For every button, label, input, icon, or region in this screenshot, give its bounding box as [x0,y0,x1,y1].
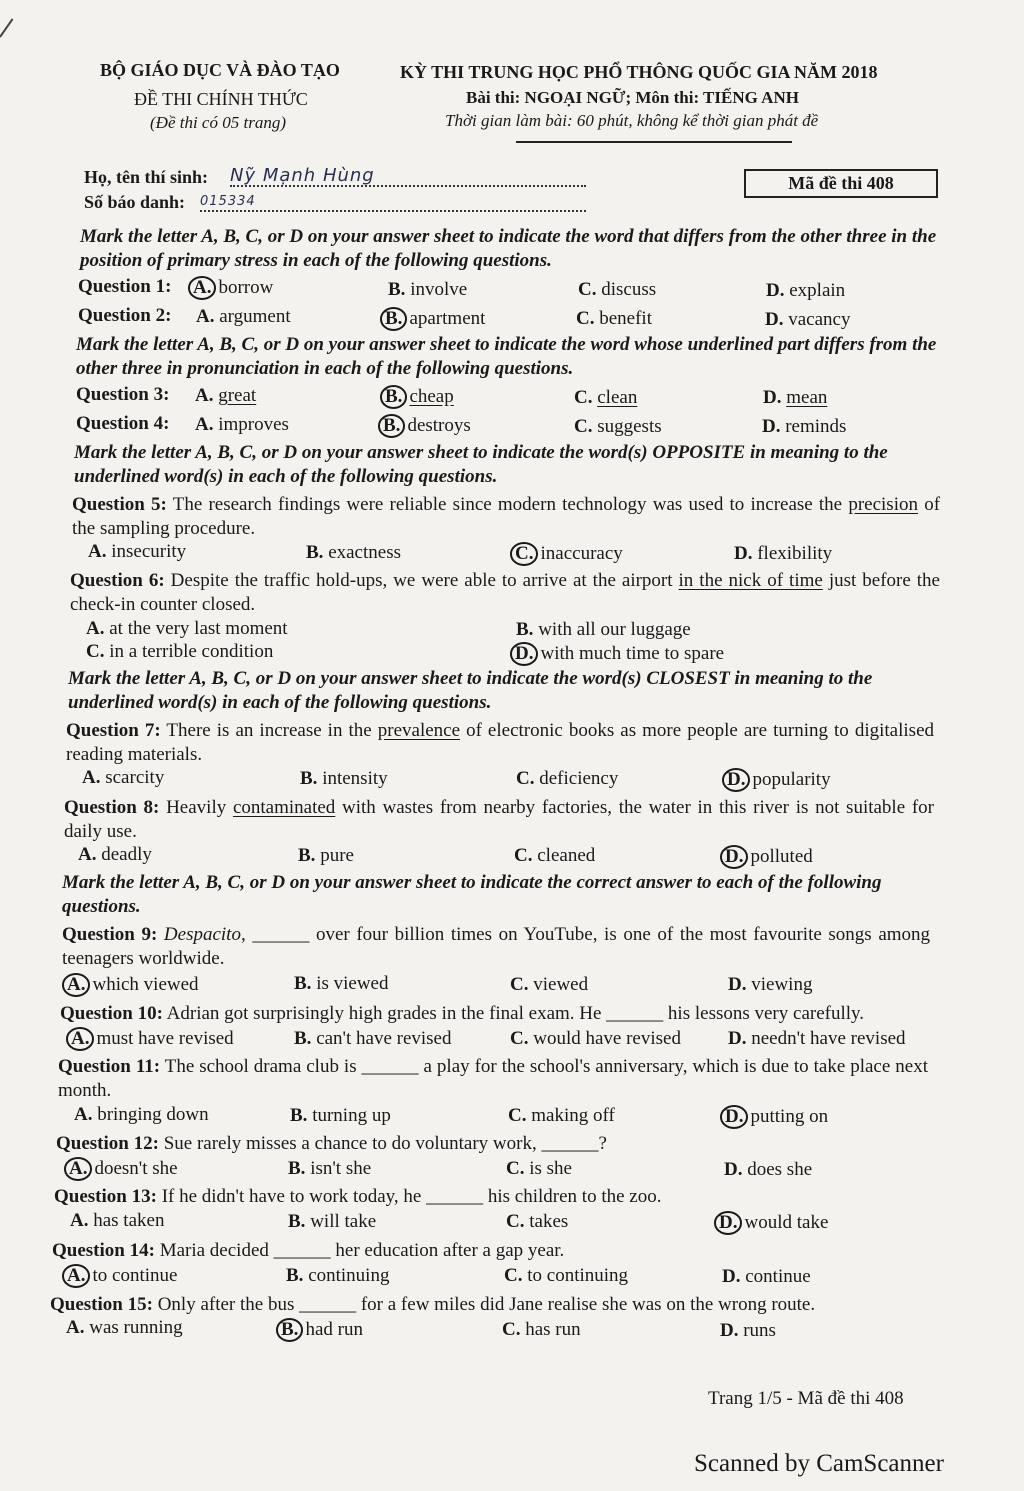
q9-option-b[interactable]: B. is viewed [294,973,389,994]
q14-option-c[interactable]: C. to continuing [504,1265,629,1286]
q9-option-c[interactable]: C. viewed [510,974,589,995]
q10-option-c[interactable]: C. would have revised [510,1028,681,1049]
q3-option-d[interactable]: D. mean [763,387,828,408]
q12-stem: Question 12: Sue rarely misses a chance to do voluntary work, ______? [56,1133,607,1154]
q1-option-d[interactable]: D. explain [766,280,846,301]
exam-time: Thời gian làm bài: 60 phút, không kể thời gian phát đề [445,111,819,130]
q15-option-d[interactable]: D. runs [720,1320,776,1341]
q3-option-a[interactable]: A. great [195,385,257,406]
q11-stem: Question 11: The school drama club is ______ a play for the school's anniversary, which is due to take place next month. [58,1056,928,1101]
q15-stem: Question 15: Only after the bus ______ for a few miles did Jane realise she was on the wrong route. [50,1294,816,1315]
q5-option-b[interactable]: B. exactness [306,542,401,563]
q4-option-a[interactable]: A. improves [195,414,289,435]
q11-option-c[interactable]: C. making off [508,1105,615,1126]
q5-option-a[interactable]: A. insecurity [88,541,187,562]
instruction-correct: Mark the letter A, B, C, or D on your answer sheet to indicate the correct answer to each of the following questions. [62,872,882,917]
q13-option-d[interactable]: D. would take [714,1211,828,1235]
q10-option-d[interactable]: D. needn't have revised [728,1028,906,1049]
q14-option-a[interactable]: A. to continue [62,1264,177,1288]
page-footer: Trang 1/5 - Mã đề thi 408 [708,1388,904,1409]
q2-option-a[interactable]: A. argument [196,306,291,327]
scanner-watermark: Scanned by CamScanner [694,1450,944,1477]
q12-option-a[interactable]: A. doesn't she [64,1157,178,1181]
scan-mark [0,18,13,37]
instruction-closest: Mark the letter A, B, C, or D on your answer sheet to indicate the word(s) CLOSEST in meaning to the underlined word(s) in each of the following questions. [68,668,873,713]
q10-option-a[interactable]: A. must have revised [66,1027,234,1051]
q8-option-c[interactable]: C. cleaned [514,845,596,866]
ministry-name: BỘ GIÁO DỤC VÀ ĐÀO TẠO [100,60,340,80]
q4-option-b[interactable]: B. destroys [378,414,471,438]
q9-option-d[interactable]: D. viewing [728,974,813,995]
q6-option-b[interactable]: B. with all our luggage [516,619,691,640]
q12-option-b[interactable]: B. isn't she [288,1158,372,1179]
q13-option-a[interactable]: A. has taken [70,1210,165,1231]
exam-title: KỲ THI TRUNG HỌC PHỔ THÔNG QUỐC GIA NĂM 2018 [400,62,878,82]
id-handwriting: 015334 [200,194,256,209]
q7-option-d[interactable]: D. popularity [722,768,831,792]
q5-stem: Question 5: The research findings were reliable since modern technology was used to increase the precision of the sampling procedure. [72,494,941,539]
instruction-stress: Mark the letter A, B, C, or D on your answer sheet to indicate the word that differs from the other three in the position of primary stress in each of the following questions. [80,226,937,271]
q11-option-d[interactable]: D. putting on [720,1105,828,1129]
q6-stem: Question 6: Despite the traffic hold-ups, we were able to arrive at the airport in the nick of time just before the check-in counter closed. [70,570,940,615]
q13-option-c[interactable]: C. takes [506,1211,569,1232]
q4-option-c[interactable]: C. suggests [574,416,662,437]
q13-stem: Question 13: If he didn't have to work today, he ______ his children to the zoo. [54,1186,662,1207]
q14-stem: Question 14: Maria decided ______ her education after a gap year. [52,1240,565,1261]
q11-option-a[interactable]: A. bringing down [74,1104,209,1125]
q14-option-b[interactable]: B. continuing [286,1265,390,1286]
q1-option-b[interactable]: B. involve [388,279,468,300]
q6-option-c[interactable]: C. in a terrible condition [86,641,274,662]
q12-option-d[interactable]: D. does she [724,1159,813,1180]
q2-option-d[interactable]: D. vacancy [765,309,851,330]
q4-option-d[interactable]: D. reminds [762,416,847,437]
q3-option-b[interactable]: B. cheap [380,385,454,409]
q3-label: Question 3: [76,384,170,405]
q6-option-a[interactable]: A. at the very last moment [86,618,288,639]
q9-stem: Question 9: Despacito, ______ over four billion times on YouTube, is one of the most favourite songs among teenagers worldwide. [62,924,931,969]
q14-option-d[interactable]: D. continue [722,1266,811,1287]
id-field[interactable] [200,192,586,212]
q7-stem: Question 7: There is an increase in the prevalence of electronic books as more people are turning to digitalised reading materials. [66,720,934,765]
q15-option-c[interactable]: C. has run [502,1319,581,1340]
q6-option-d[interactable]: D. with much time to spare [510,642,724,666]
name-label: Họ, tên thí sinh: [84,167,209,187]
instruction-pronunciation: Mark the letter A, B, C, or D on your answer sheet to indicate the word whose underlined part differs from the other three in pronunciation in each of the following questions. [76,334,937,379]
q15-option-a[interactable]: A. was running [66,1317,183,1338]
q5-option-d[interactable]: D. flexibility [734,543,833,564]
official-label: ĐỀ THI CHÍNH THỨC [134,89,308,109]
q2-option-c[interactable]: C. benefit [576,308,652,329]
name-handwriting: Nỹ Mạnh Hùng [230,165,375,186]
q1-option-c[interactable]: C. discuss [578,279,657,300]
q8-option-d[interactable]: D. polluted [720,845,813,869]
q1-option-a[interactable]: A. borrow [188,276,273,300]
q4-label: Question 4: [76,413,170,434]
instruction-opposite: Mark the letter A, B, C, or D on your answer sheet to indicate the word(s) OPPOSITE in meaning to the underlined word(s) in each of the following questions. [74,442,888,487]
header-rule [516,141,792,143]
q7-option-b[interactable]: B. intensity [300,768,388,789]
q10-option-b[interactable]: B. can't have revised [294,1028,452,1049]
q5-option-c[interactable]: C. inaccuracy [510,542,623,566]
exam-subject: Bài thi: NGOẠI NGỮ; Môn thi: TIẾNG ANH [466,88,799,107]
q2-option-b[interactable]: B. apartment [380,307,485,331]
q12-option-c[interactable]: C. is she [506,1158,572,1179]
q11-option-b[interactable]: B. turning up [290,1105,391,1126]
q13-option-b[interactable]: B. will take [288,1211,377,1232]
q7-option-c[interactable]: C. deficiency [516,768,619,789]
q8-option-a[interactable]: A. deadly [78,844,152,865]
name-field[interactable] [230,165,586,187]
id-label: Số báo danh: [84,192,186,212]
q15-option-b[interactable]: B. had run [276,1318,363,1342]
q10-stem: Question 10: Adrian got surprisingly high grades in the final exam. He ______ his lessons very carefully. [60,1003,865,1024]
q7-option-a[interactable]: A. scarcity [82,767,165,788]
q2-label: Question 2: [78,305,172,326]
q1-label: Question 1: [78,276,172,297]
q8-stem: Question 8: Heavily contaminated with wastes from nearby factories, the water in this river is not suitable for daily use. [64,797,934,842]
q9-option-a[interactable]: A. which viewed [62,973,199,997]
q3-option-c[interactable]: C. clean [574,387,638,408]
exam-code: Mã đề thi 408 [744,169,938,198]
pages-note: (Đề thi có 05 trang) [150,113,286,132]
q8-option-b[interactable]: B. pure [298,845,354,866]
